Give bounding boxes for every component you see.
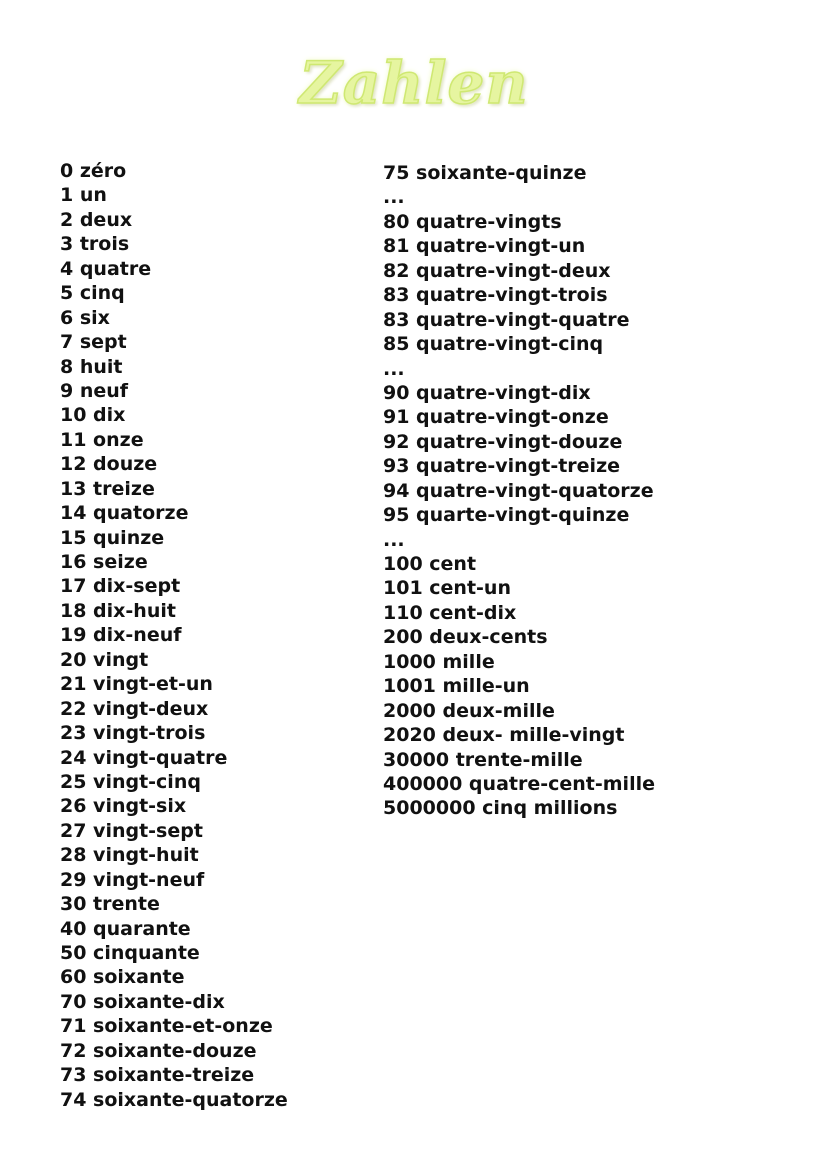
number-list-left — [60, 159, 288, 1112]
list-item: 6 six — [60, 306, 110, 329]
list-item: 19 dix-neuf — [60, 624, 182, 647]
list-item: 26 vingt-six — [60, 795, 187, 818]
list-item: 81 quatre-vingt-un — [383, 235, 586, 258]
list-item: 82 quatre-vingt-deux — [383, 259, 611, 282]
list-item: 85 quatre-vingt-cinq — [383, 333, 604, 356]
list-item: 92 quatre-vingt-douze — [383, 430, 623, 453]
list-item: ... — [383, 528, 405, 551]
list-item: 75 soixante-quinze — [383, 162, 587, 184]
list-item: 74 soixante-quatorze — [60, 1088, 288, 1111]
list-item: 30000 trente-mille — [383, 748, 583, 771]
list-item: 71 soixante-et-onze — [60, 1015, 273, 1038]
list-item: 1001 mille-un — [383, 675, 530, 698]
number-list-right — [383, 161, 655, 821]
list-item: 400000 quatre-cent-mille — [383, 772, 655, 795]
list-item: 27 vingt-sept — [60, 819, 203, 842]
list-item: 28 vingt-huit — [60, 844, 199, 867]
list-item: 94 quatre-vingt-quatorze — [383, 479, 654, 502]
list-item: 70 soixante-dix — [60, 990, 225, 1013]
list-item: 14 quatorze — [60, 502, 189, 525]
list-item: 5 cinq — [60, 282, 125, 305]
list-item: 50 cinquante — [60, 942, 200, 964]
list-item: 4 quatre — [60, 257, 152, 280]
list-item: 18 dix-huit — [60, 599, 176, 622]
list-item: 9 neuf — [60, 379, 129, 402]
list-item: 2 deux — [60, 208, 133, 231]
list-item: 15 quinze — [60, 526, 165, 549]
list-item: 73 soixante-treize — [60, 1064, 255, 1087]
list-item: 5000000 cinq millions — [383, 797, 618, 820]
list-item: 72 soixante-douze — [60, 1039, 257, 1062]
list-item: 0 zéro — [60, 160, 127, 182]
list-item: 80 quatre-vingts — [383, 210, 562, 233]
list-item: 24 vingt-quatre — [60, 746, 228, 769]
list-item: 60 soixante — [60, 966, 185, 989]
list-item: 30 trente — [60, 893, 160, 916]
list-item: 83 quatre-vingt-quatre — [383, 308, 630, 331]
list-item: 1000 mille — [383, 650, 495, 673]
list-item: 40 quarante — [60, 917, 191, 940]
page-title: Zahlen — [299, 49, 529, 117]
list-item: 21 vingt-et-un — [60, 673, 213, 696]
list-item: 25 vingt-cinq — [60, 770, 201, 793]
list-item: 29 vingt-neuf — [60, 868, 205, 891]
list-item: ... — [383, 186, 405, 209]
list-item: 95 quarte-vingt-quinze — [383, 504, 630, 527]
list-item: 23 vingt-trois — [60, 722, 206, 745]
list-item: 7 sept — [60, 331, 127, 354]
list-item: 11 onze — [60, 428, 144, 451]
list-item: 90 quatre-vingt-dix — [383, 381, 591, 404]
list-item: 200 deux-cents — [383, 626, 548, 649]
list-item: 8 huit — [60, 355, 123, 378]
list-item: 100 cent — [383, 553, 477, 575]
list-item: 3 trois — [60, 233, 130, 256]
list-item: 83 quatre-vingt-trois — [383, 284, 608, 307]
list-item: 16 seize — [60, 551, 148, 573]
list-item: 13 treize — [60, 477, 155, 500]
list-item: 22 vingt-deux — [60, 697, 209, 720]
list-item: ... — [383, 357, 405, 380]
list-item: 12 douze — [60, 453, 158, 476]
list-item: 2000 deux-mille — [383, 699, 555, 722]
list-item: 20 vingt — [60, 648, 149, 671]
list-item: 110 cent-dix — [383, 601, 517, 624]
list-item: 2020 deux- mille-vingt — [383, 724, 625, 747]
list-item: 91 quatre-vingt-onze — [383, 406, 609, 429]
list-item: 1 un — [60, 184, 107, 207]
list-item: 10 dix — [60, 404, 126, 427]
list-item: 17 dix-sept — [60, 575, 181, 598]
list-item: 93 quatre-vingt-treize — [383, 455, 621, 478]
list-item: 101 cent-un — [383, 577, 511, 600]
